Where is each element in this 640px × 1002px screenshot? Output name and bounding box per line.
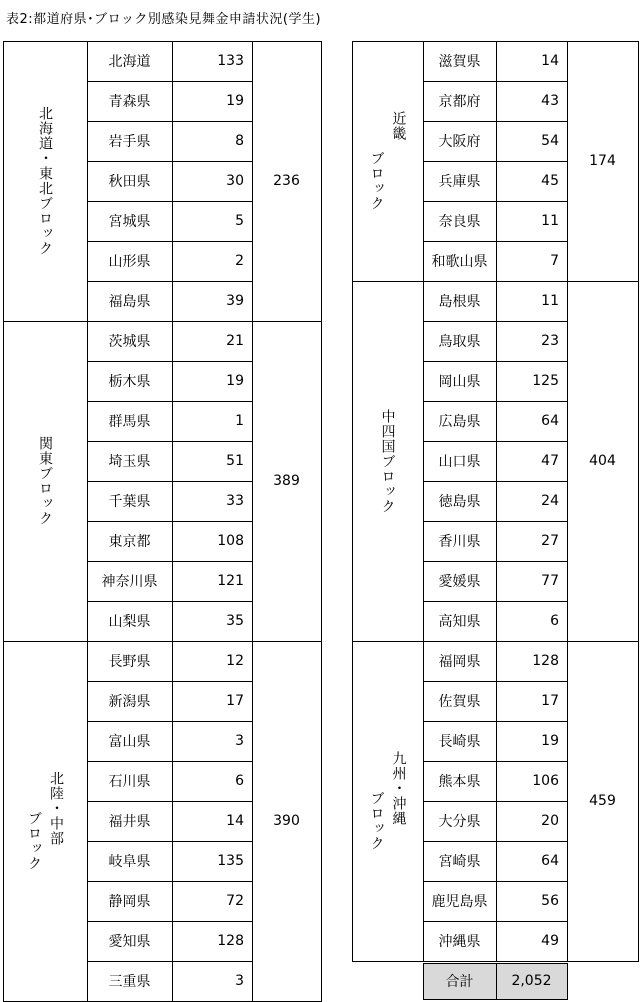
table-border [638,41,639,962]
block-name-lines [24,771,66,871]
prefecture-count: 33 [226,493,244,509]
total-label: 合計 [445,974,474,990]
prefecture-name: 岡山県 [438,374,481,390]
block-subtotal: 236 [273,173,300,189]
prefecture-count: 7 [550,253,559,269]
table-border [496,963,497,1000]
table-border [423,41,424,962]
prefecture-name: 佐賀県 [438,694,481,710]
prefecture-name: 富山県 [108,734,151,750]
prefecture-count: 47 [541,453,559,469]
prefecture-name: 愛媛県 [438,574,481,590]
prefecture-count: 135 [217,853,244,869]
table-border [87,521,253,522]
block-name-line: 中四国ブロック [379,408,396,514]
table-border [172,41,173,1002]
block-subtotal: 174 [589,153,616,169]
table-border [87,681,253,682]
table-border [352,41,353,962]
prefecture-count: 72 [226,893,244,909]
block-name-line: 九州・沖縄 [390,751,407,826]
prefecture-count: 11 [541,293,559,309]
prefecture-name: 広島県 [438,414,481,430]
table-border [496,41,497,962]
block-name-line: ブロック [26,811,42,871]
right-block-name [352,641,423,961]
prefecture-count: 133 [217,53,244,69]
prefecture-count: 43 [541,93,559,109]
prefecture-count: 17 [226,693,244,709]
prefecture-name: 奈良県 [438,214,481,230]
table-border [87,921,253,922]
prefecture-count: 11 [541,213,559,229]
prefecture-name: 鳥取県 [438,334,481,350]
prefecture-count: 108 [217,533,244,549]
table-border [567,963,568,1000]
prefecture-name: 福島県 [108,294,151,310]
prefecture-name: 鹿児島県 [431,894,488,910]
table-border [3,41,322,42]
prefecture-name: 新潟県 [108,694,151,710]
right-block-name [352,281,423,641]
prefecture-count: 23 [541,333,559,349]
prefecture-count: 45 [541,173,559,189]
table-border [87,481,253,482]
table-border [87,41,88,1002]
prefecture-count: 14 [541,53,559,69]
prefecture-count: 128 [217,933,244,949]
table-border [87,441,253,442]
prefecture-count: 64 [541,413,559,429]
prefecture-count: 2 [235,253,244,269]
block-name-line: 北海道・東北ブロック [37,106,53,256]
table-border [87,201,253,202]
prefecture-name: 長崎県 [438,734,481,750]
block-subtotal: 389 [273,473,300,489]
prefecture-count: 128 [532,653,559,669]
prefecture-count: 30 [226,173,244,189]
table-border [252,41,253,1002]
prefecture-name: 宮城県 [108,214,151,230]
block-subtotal: 404 [589,453,616,469]
prefecture-name: 高知県 [438,614,481,630]
table-border [87,721,253,722]
table-border [87,161,253,162]
block-name-lines [35,106,55,256]
prefecture-count: 17 [541,693,559,709]
prefecture-count: 19 [541,733,559,749]
prefecture-name: 熊本県 [438,774,481,790]
table-border [87,881,253,882]
prefecture-name: 三重県 [108,974,151,990]
block-name-line: 近畿 [390,111,407,141]
table-border [3,641,322,642]
prefecture-count: 49 [541,933,559,949]
prefecture-name: 北海道 [108,54,151,70]
prefecture-count: 14 [226,813,244,829]
prefecture-count: 51 [226,453,244,469]
prefecture-name: 茨城県 [108,334,151,350]
total-value: 2,052 [511,973,552,989]
table-border [87,361,253,362]
block-name-line: ブロック [368,791,385,851]
left-block-name [3,321,87,641]
prefecture-name: 福井県 [108,814,151,830]
prefecture-name: 青森県 [108,94,151,110]
block-name-lines [367,751,409,851]
block-name-lines [378,409,398,514]
prefecture-count: 5 [235,213,244,229]
prefecture-count: 24 [541,493,559,509]
prefecture-name: 静岡県 [108,894,151,910]
prefecture-count: 21 [226,333,244,349]
prefecture-name: 愛知県 [108,934,151,950]
table-border [567,41,568,962]
left-block-name [3,641,87,1001]
block-subtotal: 459 [589,793,616,809]
prefecture-name: 山口県 [438,454,481,470]
prefecture-count: 54 [541,133,559,149]
prefecture-name: 岩手県 [108,134,151,150]
prefecture-count: 64 [541,853,559,869]
block-name-line: ブロック [368,151,385,211]
prefecture-name: 大阪府 [438,134,481,150]
right-block-name [352,41,423,281]
prefecture-count: 56 [541,893,559,909]
table-border [87,601,253,602]
prefecture-count: 77 [541,573,559,589]
table-border [321,41,322,1002]
table-border [87,801,253,802]
prefecture-count: 35 [226,613,244,629]
table-border [3,41,4,1002]
prefecture-name: 石川県 [108,774,151,790]
table-border [87,961,253,962]
prefecture-count: 19 [226,373,244,389]
block-name-line: 関東ブロック [37,436,53,526]
prefecture-name: 神奈川県 [101,574,158,590]
prefecture-count: 3 [235,973,244,989]
block-subtotal: 390 [273,813,300,829]
prefecture-count: 27 [541,533,559,549]
prefecture-name: 沖縄県 [438,934,481,950]
block-name-line: 北陸・中部 [48,771,64,846]
prefecture-name: 長野県 [108,654,151,670]
prefecture-name: 千葉県 [108,494,151,510]
table-border [87,761,253,762]
prefecture-name: 徳島県 [438,494,481,510]
prefecture-count: 3 [235,733,244,749]
prefecture-name: 和歌山県 [431,254,488,270]
prefecture-name: 山形県 [108,254,151,270]
prefecture-count: 8 [235,133,244,149]
prefecture-name: 大分県 [438,814,481,830]
table-border [87,81,253,82]
prefecture-name: 京都府 [438,94,481,110]
table-border [87,121,253,122]
table-border [423,963,424,1000]
prefecture-count: 125 [532,373,559,389]
prefecture-count: 19 [226,93,244,109]
prefecture-name: 宮崎県 [438,854,481,870]
table-border [3,321,322,322]
table-border [87,401,253,402]
prefecture-name: 兵庫県 [438,174,481,190]
prefecture-count: 1 [235,413,244,429]
table-border [87,281,253,282]
prefecture-name: 栃木県 [108,374,151,390]
prefecture-count: 121 [217,573,244,589]
prefecture-name: 島根県 [438,294,481,310]
table-border [87,241,253,242]
prefecture-name: 東京都 [108,534,151,550]
prefecture-name: 滋賀県 [438,54,481,70]
table-border [87,841,253,842]
prefecture-count: 12 [226,653,244,669]
prefecture-name: 群馬県 [108,414,151,430]
prefecture-count: 106 [532,773,559,789]
prefecture-count: 6 [235,773,244,789]
table-caption: 表2:都道府県･ブロック別感染見舞金申請状況(学生) [6,12,322,27]
prefecture-name: 香川県 [438,534,481,550]
prefecture-name: 秋田県 [108,174,151,190]
prefecture-name: 山梨県 [108,614,151,630]
prefecture-count: 6 [550,613,559,629]
table-border [87,561,253,562]
prefecture-name: 埼玉県 [108,454,151,470]
block-name-lines [35,436,55,526]
left-block-name [3,41,87,321]
prefecture-name: 福岡県 [438,654,481,670]
prefecture-name: 岐阜県 [108,854,151,870]
block-name-lines [367,111,409,211]
prefecture-count: 20 [541,813,559,829]
prefecture-count: 39 [226,293,244,309]
